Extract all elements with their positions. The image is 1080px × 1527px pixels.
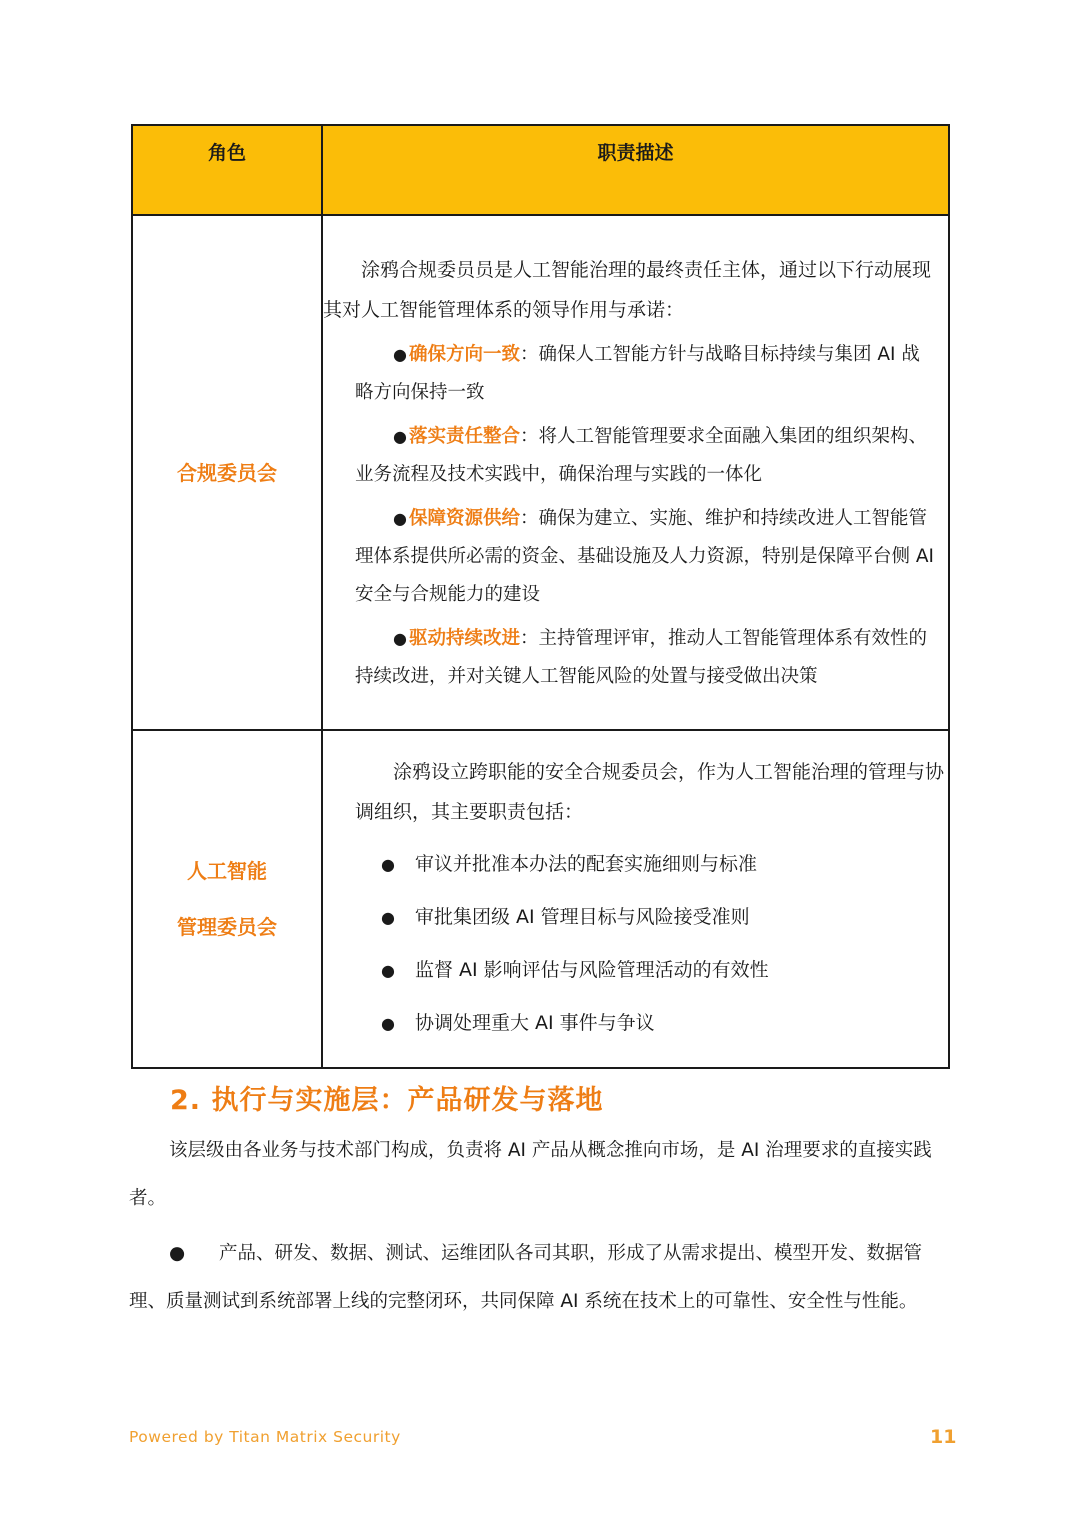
header-desc: 职责描述 bbox=[322, 125, 949, 215]
footer-powered-by: Powered by Titan Matrix Security bbox=[129, 1428, 401, 1446]
page-number: 11 bbox=[930, 1426, 957, 1448]
desc-ai-management-committee bbox=[322, 730, 949, 1068]
list-item: ● 驱动持续改进：主持管理评审，推动人工智能管理体系有效性的持续改进，并对关键人工智能风险的处置与接受做出决策 bbox=[355, 627, 927, 687]
section-paragraph: 该层级由各业务与技术部门构成，负责将 AI 产品从概念推向市场，是 AI 治理要求的直接实践者。 bbox=[129, 1140, 932, 1209]
role-line1: 人工智能 bbox=[187, 859, 267, 883]
role-compliance-committee: 合规委员会 bbox=[132, 215, 322, 730]
bullet-icon: ● bbox=[169, 1243, 186, 1264]
item-title: 保障资源供给 bbox=[408, 507, 520, 529]
list-item: ● 协调处理重大 AI 事件与争议 bbox=[381, 1012, 655, 1034]
roles-table bbox=[131, 124, 950, 1069]
duties-list bbox=[355, 838, 948, 1050]
item-text: ：主持管理评审，推动人工智能管理体系有效性的持续改进，并对关键人工智能风险的处置与接受做出决策 bbox=[355, 627, 927, 687]
item-text: ：确保人工智能方针与战略目标持续与集团 AI 战略方向保持一致 bbox=[355, 343, 920, 403]
list-item: ● 监督 AI 影响评估与风险管理活动的有效性 bbox=[381, 959, 769, 981]
table-header-row bbox=[132, 125, 949, 215]
list-item: ● 审批集团级 AI 管理目标与风险接受准则 bbox=[381, 906, 750, 928]
list-item: ● 审议并批准本办法的配套实施细则与标准 bbox=[381, 853, 758, 875]
role-line2: 管理委员会 bbox=[177, 915, 277, 939]
section-heading: 2. 执行与实施层：产品研发与落地 bbox=[170, 1085, 604, 1116]
role-ai-management-committee bbox=[132, 730, 322, 1068]
item-text: ：确保为建立、实施、维护和持续改进人工智能管理体系提供所必需的资金、基础设施及人力资源，特别是保障平台侧 AI 安全与合规能力的建设 bbox=[355, 507, 934, 605]
section-bullet-paragraph: ● 产品、研发、数据、测试、运维团队各司其职，形成了从需求提出、模型开发、数据管理、质量测试到系统部署上线的完整闭环，共同保障 AI 系统在技术上的可靠性、安全性与性能。 bbox=[129, 1230, 952, 1326]
list-item: ● 确保方向一致：确保人工智能方针与战略目标持续与集团 AI 战略方向保持一致 bbox=[355, 343, 920, 403]
item-text: ：将人工智能管理要求全面融入集团的组织架构、业务流程及技术实践中，确保治理与实践的一体化 bbox=[355, 425, 927, 485]
item-title: 确保方向一致 bbox=[408, 343, 520, 365]
item-title: 驱动持续改进 bbox=[408, 627, 520, 649]
intro-text: 涂鸦设立跨职能的安全合规委员会，作为人工智能治理的管理与协调组织，其主要职责包括： bbox=[355, 761, 945, 823]
table-row bbox=[132, 215, 949, 730]
table-row bbox=[132, 730, 949, 1068]
item-title: 落实责任整合 bbox=[408, 425, 520, 447]
desc-compliance-committee bbox=[322, 215, 949, 730]
header-role: 角色 bbox=[132, 125, 322, 215]
list-item: ● 保障资源供给：确保为建立、实施、维护和持续改进人工智能管理体系提供所必需的资金、基础设施及人力资源，特别是保障平台侧 AI 安全与合规能力的建设 bbox=[355, 507, 934, 605]
list-item: ● 落实责任整合：将人工智能管理要求全面融入集团的组织架构、业务流程及技术实践中，确保治理与实践的一体化 bbox=[355, 425, 927, 485]
intro-text: 涂鸦合规委员员是人工智能治理的最终责任主体，通过以下行动展现其对人工智能管理体系的领导作用与承诺： bbox=[323, 258, 932, 321]
